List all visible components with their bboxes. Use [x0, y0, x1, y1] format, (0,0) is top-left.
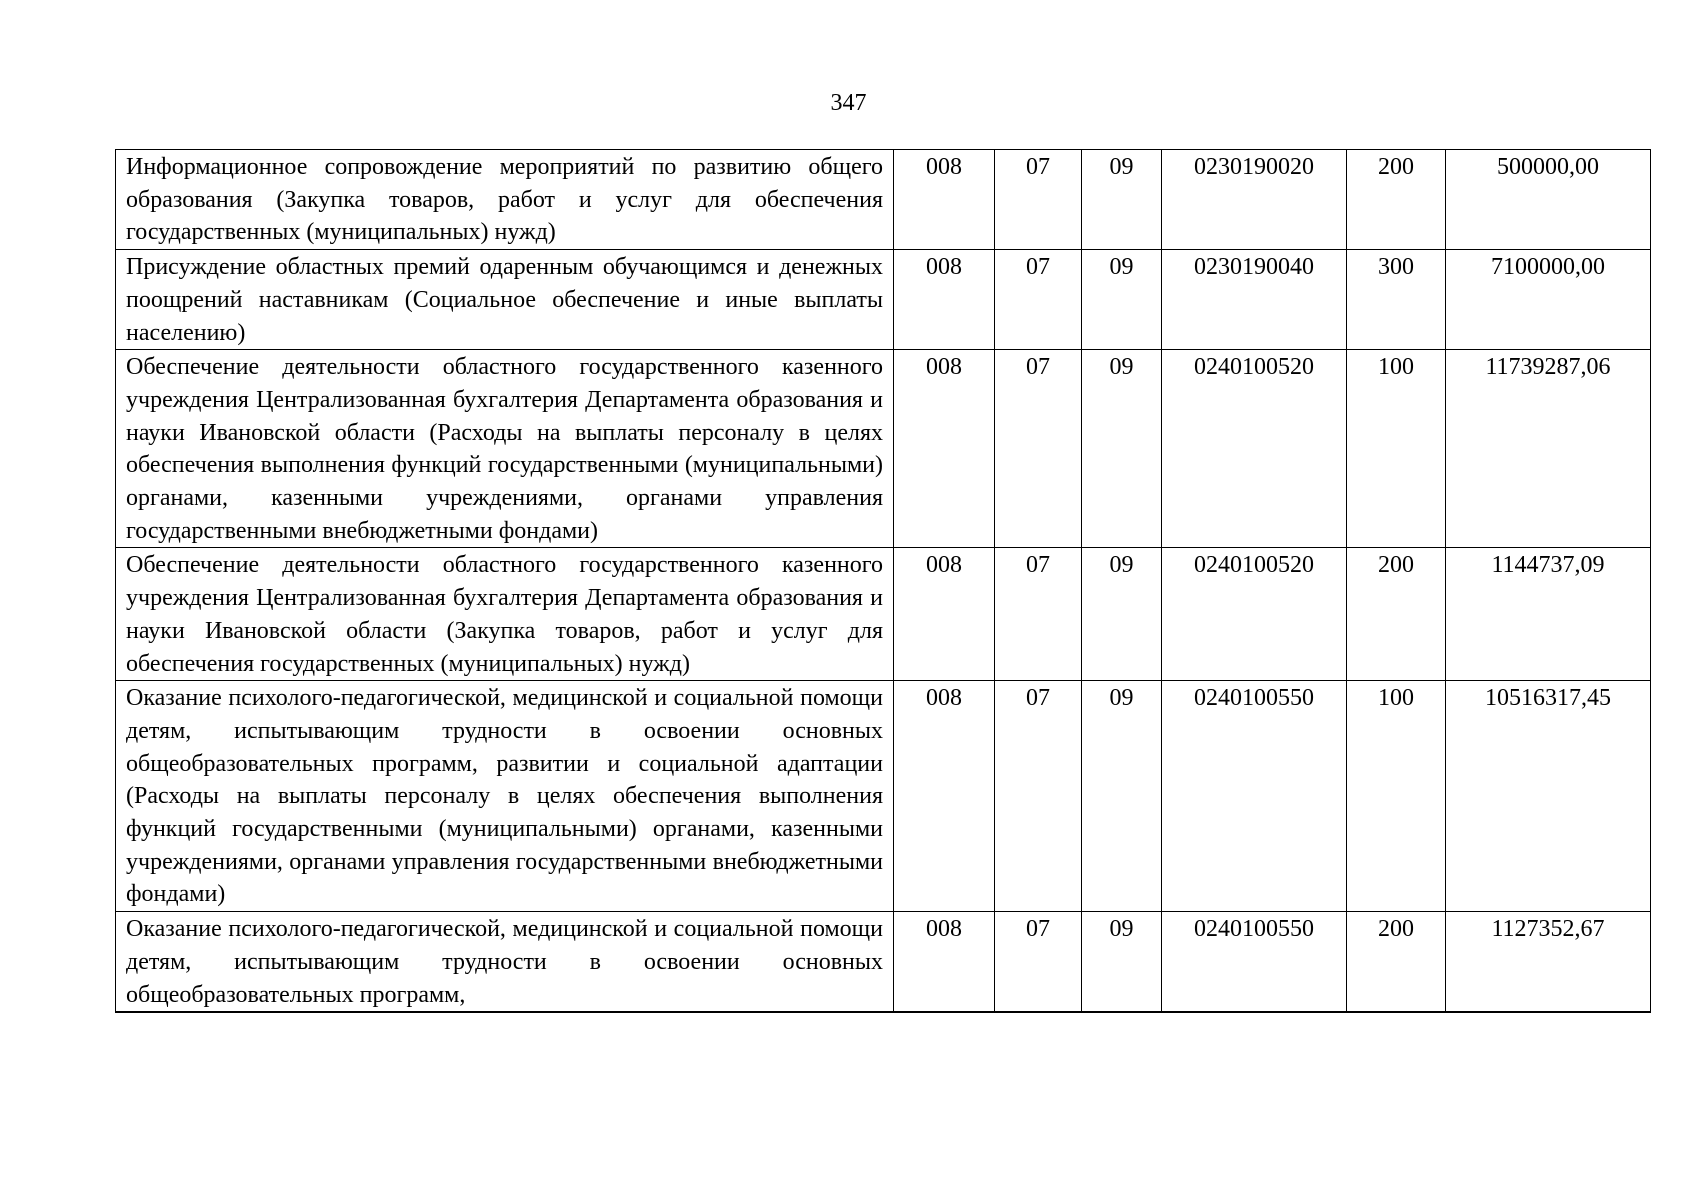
subsection-code-cell: 09: [1082, 548, 1162, 681]
section-code-cell: 07: [995, 150, 1082, 250]
page-number: 347: [830, 90, 867, 116]
amount-cell: 10516317,45: [1446, 681, 1651, 912]
amount-cell: 7100000,00: [1446, 250, 1651, 350]
amount-cell: 11739287,06: [1446, 350, 1651, 548]
section-code-cell: 07: [995, 250, 1082, 350]
target-article-cell: 0240100520: [1162, 548, 1347, 681]
amount-cell: 1127352,67: [1446, 912, 1651, 1013]
amount-cell: 1144737,09: [1446, 548, 1651, 681]
section-code-cell: 07: [995, 912, 1082, 1013]
table-row: [116, 548, 1651, 681]
table-row: [116, 350, 1651, 548]
admin-code-cell: 008: [894, 548, 995, 681]
target-article-cell: 0240100550: [1162, 912, 1347, 1013]
expense-name-cell: Оказание психолого-педагогической, медицинской и социальной помощи детям, испытывающим трудности в освоении основных общеобразовательных программ, развитии и социальной адаптации (Расходы на выплаты персоналу в целях обеспечения выполнения функций государственными (муниципальными) органами, казенными учреждениями, органами управления государственными внебюджетными фондами): [116, 681, 894, 912]
expense-name-cell: Обеспечение деятельности областного государственного казенного учреждения Централизованная бухгалтерия Департамента образования и науки Ивановской области (Закупка товаров, работ и услуг для обеспечения государственных (муниципальных) нужд): [116, 548, 894, 681]
budget-table: [115, 149, 1651, 1013]
expense-name-cell: Информационное сопровождение мероприятий по развитию общего образования (Закупка товаров, работ и услуг для обеспечения государственных (муниципальных) нужд): [116, 150, 894, 250]
subsection-code-cell: 09: [1082, 912, 1162, 1013]
target-article-cell: 0240100520: [1162, 350, 1347, 548]
table-row: [116, 912, 1651, 1013]
subsection-code-cell: 09: [1082, 150, 1162, 250]
expense-type-cell: 100: [1347, 681, 1446, 912]
expense-name-cell: Присуждение областных премий одаренным обучающимся и денежных поощрений наставникам (Социальное обеспечение и иные выплаты населению): [116, 250, 894, 350]
admin-code-cell: 008: [894, 150, 995, 250]
table-row: [116, 150, 1651, 250]
table-row: [116, 250, 1651, 350]
target-article-cell: 0240100550: [1162, 681, 1347, 912]
admin-code-cell: 008: [894, 350, 995, 548]
expense-type-cell: 200: [1347, 548, 1446, 681]
admin-code-cell: 008: [894, 250, 995, 350]
section-code-cell: 07: [995, 350, 1082, 548]
expense-type-cell: 200: [1347, 150, 1446, 250]
expense-type-cell: 100: [1347, 350, 1446, 548]
expense-type-cell: 200: [1347, 912, 1446, 1013]
subsection-code-cell: 09: [1082, 350, 1162, 548]
section-code-cell: 07: [995, 681, 1082, 912]
target-article-cell: 0230190040: [1162, 250, 1347, 350]
admin-code-cell: 008: [894, 681, 995, 912]
subsection-code-cell: 09: [1082, 681, 1162, 912]
subsection-code-cell: 09: [1082, 250, 1162, 350]
table-row: [116, 681, 1651, 912]
section-code-cell: 07: [995, 548, 1082, 681]
expense-name-cell: Обеспечение деятельности областного государственного казенного учреждения Централизованная бухгалтерия Департамента образования и науки Ивановской области (Расходы на выплаты персоналу в целях обеспечения выполнения функций государственными (муниципальными) органами, казенными учреждениями, органами управления государственными внебюджетными фондами): [116, 350, 894, 548]
amount-cell: 500000,00: [1446, 150, 1651, 250]
admin-code-cell: 008: [894, 912, 995, 1013]
target-article-cell: 0230190020: [1162, 150, 1347, 250]
expense-name-cell: Оказание психолого-педагогической, медицинской и социальной помощи детям, испытывающим трудности в освоении основных общеобразовательных программ,: [116, 912, 894, 1013]
expense-type-cell: 300: [1347, 250, 1446, 350]
